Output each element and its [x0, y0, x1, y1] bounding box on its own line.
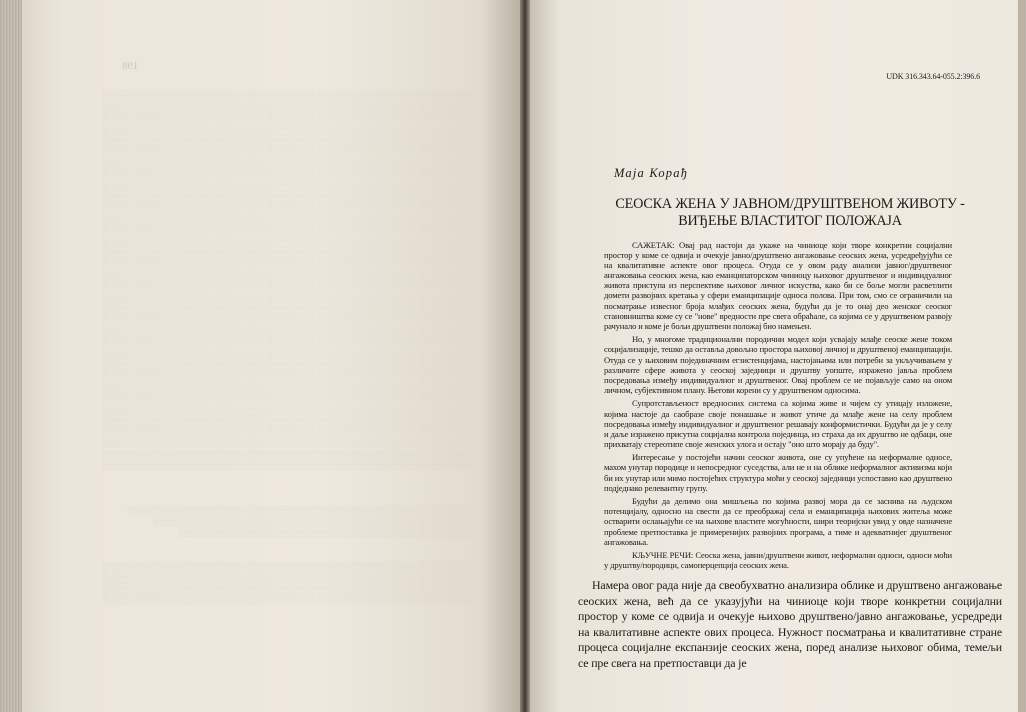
abstract-paragraph: Но, у многоме традиционални породични модел који усвајају млађе сеоске жене током социјализације, тешко да оставља довољно простора њиховој личној и друштвеној еманципацији. Отуда се у њиховим појединачним егзистенцијама, настојањима или потреби за укључивањем у различите сфере живота у сеоској заједници и друштву уопште, изражено јавља проблем посредовања између индивидуалног и друштвеног. Овај проблем се не појављује само на оном личном, субјективном плану. Његови корени су у друштвеном односима.	[604, 334, 952, 395]
abstract-paragraph: Будући да делимо она мишљења по којима развој мора да се заснива на људском потенцијалу, односно на свести да се преображај села и еманципација њихових житеља може остварити ослањајући се на њихове властите могућности, шири теоријски увид у овде назначене проблеме претпоставка је примеренијих развојних програма, а тиме и адекватнијег друштвеног ангажовања.	[604, 496, 952, 547]
author-name: Маја Корађ	[614, 166, 688, 180]
left-page	[22, 0, 520, 712]
left-page-bleed-through: ░░░░░░░░░░░░░░░░░░░░░░░░░░░░░░░░░░░░░░░░░░░░░░░░░░░░░░░░░░ ░░░░░░░░░░░░░░░░░░░░░░░░░░░░░░░░░░░░░░░░░░░░░░░░░░░░░░░░░░ ░░░░░░░░░░░░░░░░░░░░░░░░░░░░░░░░░░░░░░░░░░░░░░░░░░░░░░░░░░ ░░░░░░░░░░░░░░░░░░░░░░░░░░░░░░░░░░░░░░░░░░░░░░░░░░░░░░░░░░ ░░░░░░░░░░░░░░░░░░░░░░░░░░░░░░░░░░░░░░░░░░░░░░░░░░░░░░░░░░ ░░░░░░░░░░░░░░░░░░░░░░░░░░░░░░░░░░░░░░░░░░░░░░░░░░░░░░░░░░ ░░░░░░░░░░░░░░░░░░░░░░░░░░░░░░░░░░░░░░░░░░░░░░░░░░░░░░░░░░ ░░░░░░░░░░░░░░░░░░░░░░░░░░░░░░░░░░░░░░░░░░░░░░░░░░░░░░░░░░ ░░░░░░░░░░░░░░░░░░░░░░░░░░░░░░░░░░░░░░░░░░░░░░░░░░░░░░░░░░ ░░░░░░░░░░░░░░░░░░░░░░░░░░░░░░░░░░░░░░░░░░░░░░░░░░░░░░░░░░ ░░░░░░░░░░░░░░░░░░░░░░░░░░░░░░░░░░░░░░░░░░░░░░░░░░░░░░░░░░ ░░░░░░░░░░░░░░░░░░░░░░░░░░░░░░░░░░░░░░░░░░░░░░░░░░░░░░░░░░ ░░░░░░░░░░░░░░░░░░░░░░░░░░░░░░░░░░░░░░░░░░░░░░░░░░░░░░░░░░ ░░░░░░░░░░░░░░░░░░░░░░░░░░░░░░░░░░░░░░░░░░░░░░░░░░░░░░░░░░ ░░░░░░░░░░░░░░░░░░░░░░░░░░░░░░░░░░░░░░░░░░░░░░░░░░░░░░░░░░ ░░░░░░░░░░░░░░░░░░░░░░░░░░░░░░░░░░░░░░░░░░░░░░░░░░░░░░░░░░ ░░░░░░░░░░░░░░░░░░░░░░░░░░░░░░░░░░░░░░░░░░░░░░░░░░░░░░░░░░ ░░░░░░░░░░░░░░░░░░░░░░░░░░░░░░░░░░░░░░░░░░░░░░░░░░░░░░░░░░ ░░░░░░░░░░░░░░░░░░░░░░░░░░░░░░░░░░░░░░░░░░░░░░░░░░░░░░░░░░ ░░░░░░░░░░░░░░░░░░░░░░░░░░░░░░░░░░░░░░░░░░░░░░░░░░░░░░░░░░ ░░░░░░░░░░░░░░░░░░░░░░░░░░░░░░░░░░░░░░░░░░░░░░░░░░░░░░░░░░ ░░░░░░░░░░░░░░░░░░░░░░░░░░░░░░░░░░░░░░░░░░░░░░░░░░░░░░░░░░ ░░░░░░░░░░░░░░░░░░░░░░░░░░░░░░░░░░░░░░░░░░░░░░░░░░░░░░░░░░ ░░░░░░░░░░░░░░░░░░░░░░░░░░░░░░░░░░░░░░░░░░░░░░░░░░░░░░░░░░ ░░░░░░░░░░░░░░░░░░░░░░░░░░░░░░░░░░░░░░░░░░░░░░░░░░░░░░░░░░ ░░░░░░░░░░░░░░░░░░░░░░░░░░░░░░░░░░░░░░░░░░░░░░░░░░░░░░░░░░ ░░░░░░░░░░░░░░░░░░░░░░░░░░░░░░░░░░░░░░░░░░░░░░░░░░░░░░░░░░ ░░░░░░░░░░░░░░░░░░░░░░░░░░░░░░░░░░░░░░░░░░░░░░░░░░░░░░░░░░ ░░░░░░░░░░░░░░░░░░░░░░░░░░░░░░░░░░░░░░░░░░░░░░░░░░░░░░░░░░ ░░░░░░░░░░░░░░░░░░░░░░░░░░░░░░░░░░░░░░░░░░░░░░░░░░░░░░░░░░ ░░░░░░░░░░░░░░░░░░░░░░░░░░░░░░░░░░░░░░░░░░░░░░░░░░░░░░░░░░ ░░░░░░░░░░░░░░░░░░░░░░░░░░░░░░░░░░░░░░░░░░░░░░░░░░░░░░░░░░ ░░░░░░░░░░░░░░░░░░░░░░░░░░░░░░░░░░░░░░░░░░░░░░░░░░░░░░░░░░ ░░░░░░░░░░░░░░░░░░░░░░░░░░░░░░░░░░░░░░░░░░░░░░░░░░░░░░░░░░ ░░░░░░░░░░░░░░░░░░░░░░░░░░░░░░░░░░░░░░░░░░░░░░░░░░░░░░ ░░░░░░░░░░░░░░░░░░░░░░░░░░░░░░░░░░░░░░░░░░░░░░░░░░ ░░░░░░░░░░░░░░░░░░░░░░░░░░░░░░░░░░░░░░░░░░░░░░ ░░░░░░░░░░░░░░░░░░░░░░░░░░░░░░░░░░░░░░░░░░░░░░░░░░░░░░░░░░ ░░░░░░░░░░░░░░░░░░░░░░░░░░░░░░░░░░░░░░░░░░░░░░░░░░░░░░░░░░ ░░░░░░░░░░░░░░░░░░░░░░░░░░░░░░░░░░░░░░░░░░░░░░░░░░░░░░░░░░ ░░░░░░░░░░░░░░░░░░░░░░░░░░░░░░░░░░░░░░░░░░░░░░░░░░░░░░░░░░	[102, 90, 472, 605]
left-page-number: 198	[122, 60, 139, 72]
abstract-paragraph: Супротстављеност вредносних система са којима живе и чијем су утицају изложене, којима настоје да саобразе своје понашање и живот утиче да млађе жене на селу проблем посредовања између индивидуалног и друштвеног решавају конформистички. Будући да је у селу и даље изражено присутна социјална контрола појединца, из страха да их друштво не одбаци, оне прихватају стереотипе своје женских улога и остају "оно што морају да буду".	[604, 398, 952, 449]
article-title-line-2: ВИЂЕЊЕ ВЛАСТИТОГ ПОЛОЖАЈА	[678, 213, 902, 229]
body-paragraph: Намера овог рада није да свеобухватно анализира облике и друштвено ангажовање сеоских жена, већ да се указујући на чиниоце који творе конкретни социјални простор у коме се одвија и очекује њихово друштвено/јавно ангажовање, усредреди на квалитативне аспекте ових процеса. Нужност посматрања и квалитативне стране процеса социјалне експанзије сеоских жена, поред анализе њиховог обима, темељи се пре свега на претпоставци да је	[578, 578, 1002, 670]
right-page	[530, 0, 1018, 712]
abstract-paragraph: САЖЕТАК: Овај рад настоји да укаже на чиниоце који творе конкретни социјални простор у коме се одвија и очекује јавно/друштвено ангажовање сеоских жена, усредређујући се на квалитативне аспекте овог процеса. Отуда се у овом раду анализи јавног/друштвеног ангажовања сеоских жена, као еманципаторском чиниоцу њиховог друштвеног и индивидуалног живота приступа из перспективе њиховог личног искуства, како би се боље могли расветлити домети развојних кретања у сфери еманципације односа полова. При том, смо се ограничили на посматрање извесног броја млађих сеоских жена, будући да је то онај део женског сеоског становништва коме су се "нове" вредности пре свега обраћале, са којима се у друштвеном развоју рачунало и коме је бољи друштвени положај био намењен.	[604, 240, 952, 331]
page-edges-left	[0, 0, 22, 712]
udk-classification: UDK 316.343.64-055.2:396.6	[886, 72, 980, 81]
page-edges-right	[1018, 0, 1026, 712]
keywords: КЉУЧНЕ РЕЧИ: Сеоска жена, јавни/друштвени живот, неформални односи, односи моћи у друштву/породици, самоперцепција сеоских жена.	[604, 550, 952, 571]
book-gutter	[520, 0, 530, 712]
abstract-paragraph: Интересање у постојећи начин сеоског живота, оне су упућене на неформалне односе, махом унутар породице и непосредног суседства, али не и на облике неформалног активизма који би их унутар или мимо постојећих структура моћи у сеоској заједници успоставио као друштвено подједнако релевантну групу.	[604, 452, 952, 493]
abstract-block	[604, 240, 952, 574]
article-title-line-1: СЕОСКА ЖЕНА У ЈАВНОМ/ДРУШТВЕНОМ ЖИВОТУ -	[615, 196, 965, 212]
body-text	[578, 578, 1002, 671]
article-title	[570, 196, 1010, 230]
